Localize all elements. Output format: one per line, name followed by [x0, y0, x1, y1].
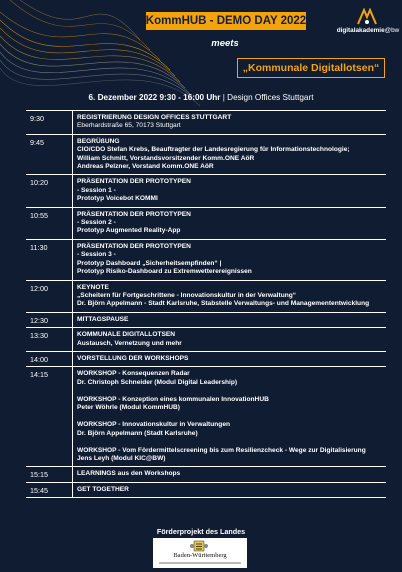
schedule-item-detail: Peter Wöhrle (Modul KommHUB) [77, 404, 180, 412]
schedule-item-detail: „Scheitern für Fortgeschrittene - Innovationskultur in der Verwaltung“ [77, 291, 297, 299]
meets-label: meets [211, 38, 239, 49]
schedule-item-title: KOMMUNALE DIGITALLOTSEN [77, 331, 176, 339]
schedule-item-title: WORKSHOP - Innovationskultur in Verwaltungen [77, 421, 231, 429]
schedule-time: 14:15 [30, 370, 48, 380]
schedule-row [26, 352, 386, 367]
schedule-time: 9:30 [30, 114, 44, 123]
schedule-item-title: PRÄSENTATION DER PROTOTYPEN [77, 242, 191, 250]
schedule-content [72, 483, 386, 497]
spacer [77, 438, 386, 447]
date-line [0, 93, 402, 102]
schedule-item-title: KEYNOTE [77, 283, 109, 291]
schedule-content [72, 240, 386, 280]
digitalakademie-logo [336, 8, 400, 38]
schedule-row [26, 135, 386, 176]
schedule-time: 10:20 [30, 178, 48, 188]
schedule-content [72, 467, 386, 481]
schedule-row [26, 175, 386, 207]
event-location: Design Offices Stuttgart [227, 93, 314, 102]
schedule-item-detail: Austausch, Vernetzung und mehr [77, 339, 182, 347]
schedule-content [72, 111, 386, 134]
schedule-item-detail: Jens Leyh (Modul KIC@BW) [77, 454, 166, 462]
schedule-item-title: MITTAGSPAUSE [77, 315, 129, 323]
schedule-item-title: WORKSHOP - Konzeption eines kommunalen InnovationHUB [77, 395, 269, 403]
schedule-content [72, 352, 386, 366]
event-title: KommHUB - DEMO DAY 2022 [146, 12, 306, 30]
schedule-item-detail: Dr. Christoph Schneider (Modul Digital Leadership) [77, 378, 238, 386]
schedule-item-detail: CIO/CDO Stefan Krebs, Beauftragter der Landesregierung für Informationstechnologie; [77, 146, 350, 154]
schedule-item-title: PRÄSENTATION DER PROTOTYPEN [77, 178, 191, 186]
schedule-item-detail: - Session 1 - [77, 186, 116, 194]
schedule-row [26, 367, 386, 467]
schedule-content [72, 313, 386, 327]
digitalakademie-logo-icon [356, 8, 378, 25]
schedule-item-detail: William Schmitt, Vorstandsvorsitzender Komm.ONE AöR [77, 154, 255, 162]
schedule-row [26, 110, 386, 135]
schedule-item-detail: Dr. Björn Appelmann - Stadt Karlsruhe, Stabstelle Verwaltungs- und Managemententwicklung [77, 300, 370, 308]
schedule-time: 12:30 [30, 315, 48, 325]
schedule-time: 11:30 [30, 242, 48, 252]
schedule-content [72, 328, 386, 351]
schedule-row [26, 467, 386, 482]
event-date-time: 6. Dezember 2022 9:30 - 16:00 Uhr [88, 93, 221, 102]
schedule-item-title: WORKSHOP - Vom Fördermittelscreening bis zum Resilienzcheck - Wege zur Digitalisierung [77, 446, 366, 454]
schedule-time: 10:55 [30, 210, 48, 220]
event-subtitle: „Kommunale Digitallotsen“ [237, 58, 385, 78]
schedule-row [26, 328, 386, 352]
schedule-time: 15:15 [30, 470, 48, 480]
baden-wuerttemberg-logo [153, 538, 247, 568]
logo-text: digitalakademie@bw [336, 27, 400, 34]
schedule-item-detail: Dr. Björn Appelmann (Stadt Karlsruhe) [77, 429, 198, 437]
schedule-content [72, 281, 386, 312]
schedule-item-detail: Prototyp Risiko-Dashboard zu Extremwetterereignissen [77, 268, 252, 276]
schedule-row [26, 313, 386, 328]
schedule-item-detail: - Session 2 - [77, 219, 116, 227]
schedule-row [26, 483, 386, 498]
schedule-item-title: GET TOGETHER [77, 485, 129, 493]
baden-wuerttemberg-name: Baden-Württemberg [173, 552, 227, 559]
schedule-table [26, 110, 386, 498]
schedule-content [72, 175, 386, 206]
schedule-row [26, 240, 386, 281]
schedule-time: 15:45 [30, 485, 48, 495]
schedule-row [26, 208, 386, 240]
schedule-content [72, 208, 386, 239]
schedule-item-title: WORKSHOP - Konsequenzen Radar [77, 370, 190, 378]
baden-wuerttemberg-crest-icon [189, 540, 209, 552]
logo-underline [159, 562, 241, 564]
date-separator: | [220, 93, 228, 102]
schedule-item-detail: Prototyp Augmented Reality-App [77, 227, 181, 235]
schedule-time: 12:00 [30, 283, 48, 293]
schedule-time: 9:45 [30, 137, 44, 147]
spacer [77, 387, 386, 396]
funding-title: Förderprojekt des Landes [156, 527, 246, 536]
schedule-row [26, 281, 386, 313]
schedule-time: 14:00 [30, 354, 48, 364]
schedule-item-detail: Prototyp Voicebot KOMMI [77, 195, 158, 203]
schedule-item-detail: Andreas Pelzner, Vorstand Komm.ONE AöR [77, 163, 214, 171]
spacer [77, 413, 386, 422]
schedule-content [72, 135, 386, 175]
schedule-time: 13:30 [30, 331, 48, 341]
schedule-item-title: BEGRÜßUNG [77, 137, 120, 145]
schedule-item-title: VORSTELLUNG DER WORKSHOPS [77, 354, 189, 362]
schedule-item-detail: Eberhardstraße 65, 70173 Stuttgart [77, 122, 181, 130]
schedule-item-title: PRÄSENTATION DER PROTOTYPEN [77, 210, 191, 218]
schedule-item-detail: Prototyp Dashboard „Sicherheitsempfinden“ | [77, 259, 222, 267]
schedule-item-title: REGISTRIERUNG DESIGN OFFICES STUTTGART [77, 114, 232, 121]
schedule-item-detail: - Session 3 - [77, 251, 116, 259]
schedule-content [72, 367, 386, 466]
schedule-item-title: LEARNINGS aus den Workshops [77, 470, 181, 478]
